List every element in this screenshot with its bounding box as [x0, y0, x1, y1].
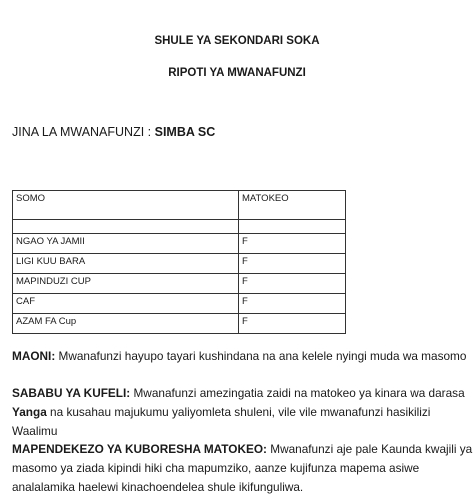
student-name-label: JINA LA MWANAFUNZI : — [12, 125, 155, 139]
mapendekezo-text: Mwanafunzi aje pale Kaunda kwajili ya masomo ya ziada kipindi hiki cha mapumziko, aanze kujifunza mapema asiwe analalamika haelewi kinachoendelea shule ikifunguliwa. — [12, 442, 473, 494]
subject-cell: LIGI KUU BARA — [13, 254, 239, 274]
result-cell: F — [239, 254, 346, 274]
header-result: MATOKEO — [239, 191, 346, 220]
comment-mapendekezo — [12, 440, 474, 497]
sababu-bold-team: Yanga — [12, 405, 47, 419]
results-table — [12, 190, 346, 334]
result-cell: F — [239, 234, 346, 254]
sababu-text-2: na kusahau majukumu yaliyomleta shuleni, vile vile mwanafunzi hasikilizi Waalimu — [12, 405, 431, 438]
table-row — [13, 314, 346, 334]
table-row — [13, 254, 346, 274]
report-title: RIPOTI YA MWANAFUNZI — [168, 67, 306, 79]
result-cell: F — [239, 274, 346, 294]
comment-sababu — [12, 384, 474, 441]
comment-maoni — [12, 347, 474, 366]
sababu-text-1: Mwanafunzi amezingatia zaidi na matokeo ya kinara wa darasa — [130, 386, 465, 400]
student-name: SIMBA SC — [154, 125, 216, 139]
mapendekezo-label: MAPENDEKEZO YA KUBORESHA MATOKEO: — [12, 442, 267, 456]
subject-cell: NGAO YA JAMII — [13, 234, 239, 254]
result-cell: F — [239, 314, 346, 334]
maoni-text: Mwanafunzi hayupo tayari kushindana na ana kelele nyingi muda wa masomo — [55, 349, 467, 363]
table-row — [13, 274, 346, 294]
result-cell: F — [239, 294, 346, 314]
maoni-label: MAONI: — [12, 349, 56, 363]
header-subject: SOMO — [13, 191, 239, 220]
subject-cell: CAF — [13, 294, 239, 314]
sababu-label: SABABU YA KUFELI: — [12, 386, 131, 400]
student-name-line — [12, 125, 215, 139]
table-row — [13, 234, 346, 254]
table-row-blank — [13, 220, 346, 234]
table-row — [13, 294, 346, 314]
subject-cell: AZAM FA Cup — [13, 314, 239, 334]
school-name: SHULE YA SEKONDARI SOKA — [154, 35, 320, 47]
table-header-row — [13, 191, 346, 220]
subject-cell: MAPINDUZI CUP — [13, 274, 239, 294]
